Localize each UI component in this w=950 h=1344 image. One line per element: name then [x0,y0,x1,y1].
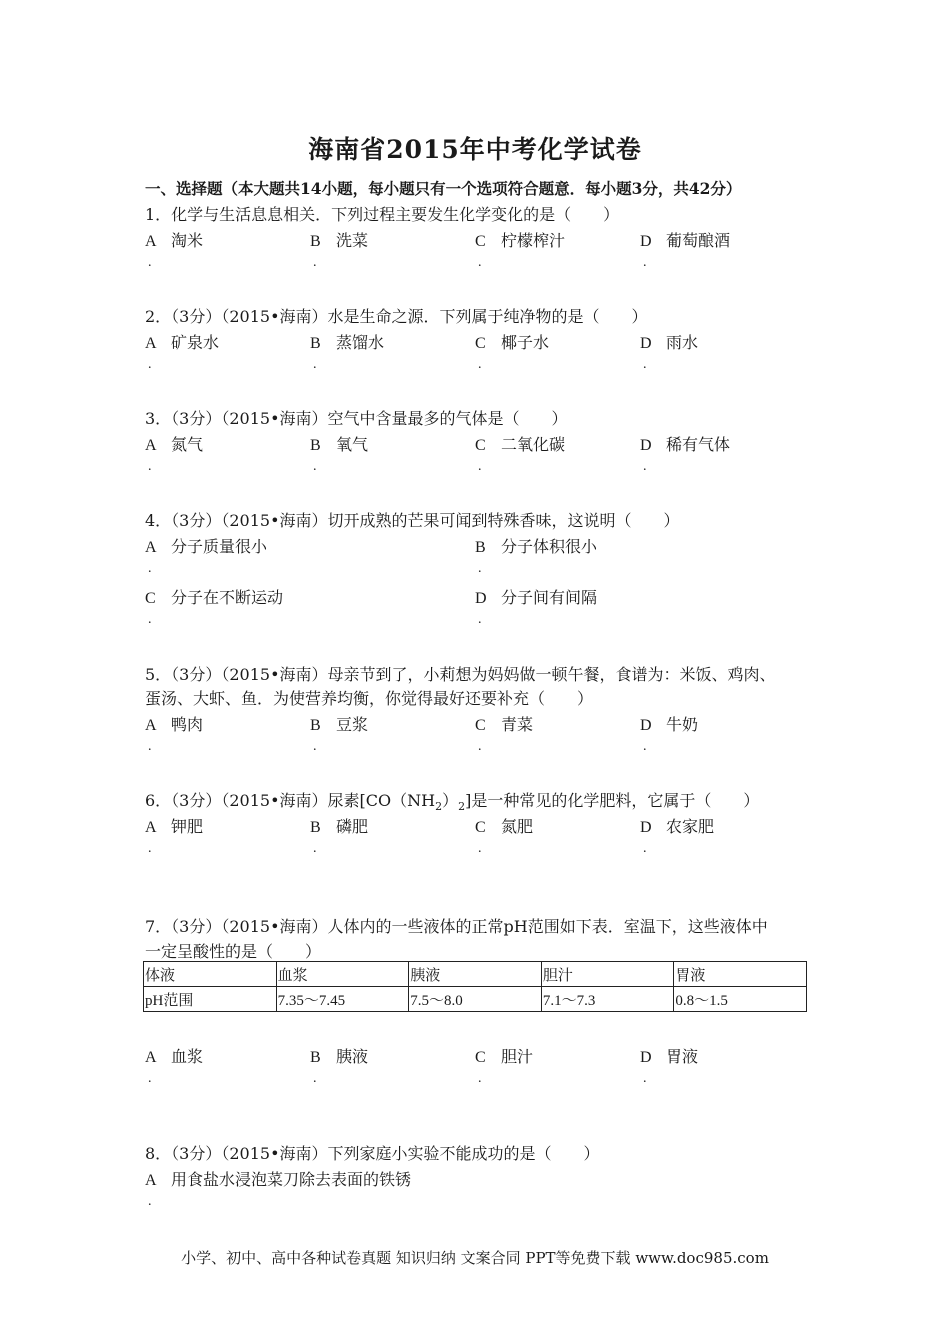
question-6-option-c[interactable]: C 氮肥 [475,817,534,836]
table-cell: 体液 [144,962,277,987]
question-6-option-b[interactable]: B 磷肥 [310,817,369,836]
option-dot: . [478,459,482,474]
question-7-option-c[interactable]: C 胆汁 [475,1047,534,1066]
table-cell: 7.1～7.3 [541,987,674,1012]
option-dot: . [643,255,647,270]
table-cell: 胰液 [409,962,542,987]
question-8-option-a[interactable]: A 用食盐水浸泡菜刀除去表面的铁锈 [145,1170,412,1189]
option-dot: . [478,1071,482,1086]
question-1-option-b[interactable]: B 洗菜 [310,231,369,250]
exam-title: 海南省2015年中考化学试卷 [308,135,642,164]
question-2-stem: 2．（3分）（2015•海南）水是生命之源．下列属于纯净物的是（ ） [145,307,648,326]
question-4-option-c[interactable]: C 分子在不断运动 [145,588,284,607]
table-cell: 血浆 [276,962,409,987]
option-dot: . [148,612,152,627]
question-5-option-d[interactable]: D 牛奶 [640,715,699,734]
question-7-stem-line2: 一定呈酸性的是（ ） [145,942,322,961]
option-dot: . [478,357,482,372]
question-5-option-c[interactable]: C 青菜 [475,715,534,734]
question-3-option-d[interactable]: D 稀有气体 [640,435,731,454]
option-dot: . [313,255,317,270]
option-dot: . [478,739,482,754]
question-7-option-a[interactable]: A 血浆 [145,1047,204,1066]
question-7-stem-line1: 7．（3分）（2015•海南）人体内的一些液体的正常pH范围如下表．室温下，这些液体中 [145,917,768,936]
option-dot: . [643,841,647,856]
table-cell: 7.5～8.0 [409,987,542,1012]
option-dot: . [148,739,152,754]
option-dot: . [313,459,317,474]
question-2-option-a[interactable]: A 矿泉水 [145,333,220,352]
question-3-option-c[interactable]: C 二氧化碳 [475,435,566,454]
option-dot: . [643,1071,647,1086]
option-dot: . [478,255,482,270]
question-6-option-d[interactable]: D 农家肥 [640,817,715,836]
option-dot: . [148,1194,152,1209]
option-dot: . [148,841,152,856]
page-footer: 小学、初中、高中各种试卷真题 知识归纳 文案合同 PPT等免费下载 www.doc985.com [181,1249,769,1267]
table-header-row [144,962,807,987]
option-dot: . [313,841,317,856]
question-8-stem: 8．（3分）（2015•海南）下列家庭小实验不能成功的是（ ） [145,1144,600,1163]
option-dot: . [313,357,317,372]
section-heading: 一、选择题（本大题共14小题，每小题只有一个选项符合题意．每小题3分，共42分） [145,179,742,198]
option-dot: . [148,561,152,576]
option-dot: . [313,1071,317,1086]
table-cell: pH范围 [144,987,277,1012]
option-dot: . [643,459,647,474]
option-dot: . [643,357,647,372]
option-dot: . [148,357,152,372]
option-dot: . [478,561,482,576]
question-1-option-c[interactable]: C 柠檬榨汁 [475,231,566,250]
question-4-option-a[interactable]: A 分子质量很小 [145,537,268,556]
question-3-option-b[interactable]: B 氧气 [310,435,369,454]
question-2-option-c[interactable]: C 椰子水 [475,333,550,352]
question-4-option-d[interactable]: D 分子间有间隔 [475,588,598,607]
table-row [144,987,807,1012]
question-5-option-a[interactable]: A 鸭肉 [145,715,204,734]
table-cell: 胆汁 [541,962,674,987]
question-4-option-b[interactable]: B 分子体积很小 [475,537,598,556]
option-dot: . [148,1071,152,1086]
option-dot: . [148,459,152,474]
option-dot: . [643,739,647,754]
option-dot: . [478,612,482,627]
option-dot: . [478,841,482,856]
table-cell: 胃液 [674,962,807,987]
question-2-option-b[interactable]: B 蒸馏水 [310,333,385,352]
question-5-stem-line2: 蛋汤、大虾、鱼．为使营养均衡，你觉得最好还要补充（ ） [145,689,594,708]
question-3-stem: 3．（3分）（2015•海南）空气中含量最多的气体是（ ） [145,409,568,428]
question-7-option-b[interactable]: B 胰液 [310,1047,369,1066]
ph-range-table [143,961,807,1012]
question-1-option-d[interactable]: D 葡萄酿酒 [640,231,731,250]
table-cell: 0.8～1.5 [674,987,807,1012]
question-7-option-d[interactable]: D 胃液 [640,1047,699,1066]
question-5-stem-line1: 5．（3分）（2015•海南）母亲节到了，小莉想为妈妈做一顿午餐，食谱为：米饭、鸡肉、 [145,665,776,684]
question-1-option-a[interactable]: A 淘米 [145,231,204,250]
option-dot: . [313,739,317,754]
question-3-option-a[interactable]: A 氮气 [145,435,204,454]
option-dot: . [148,255,152,270]
question-6-stem: 6．（3分）（2015•海南）尿素$[CO(NH_2)_2]$是一种常见的化学肥料，它属于（ ） [145,791,760,814]
question-2-option-d[interactable]: D 雨水 [640,333,699,352]
question-1-stem: 1．化学与生活息息相关．下列过程主要发生化学变化的是（ ） [145,205,620,224]
question-5-option-b[interactable]: B 豆浆 [310,715,369,734]
question-4-stem: 4．（3分）（2015•海南）切开成熟的芒果可闻到特殊香味，这说明（ ） [145,511,680,530]
table-cell: 7.35～7.45 [276,987,409,1012]
question-6-option-a[interactable]: A 钾肥 [145,817,204,836]
